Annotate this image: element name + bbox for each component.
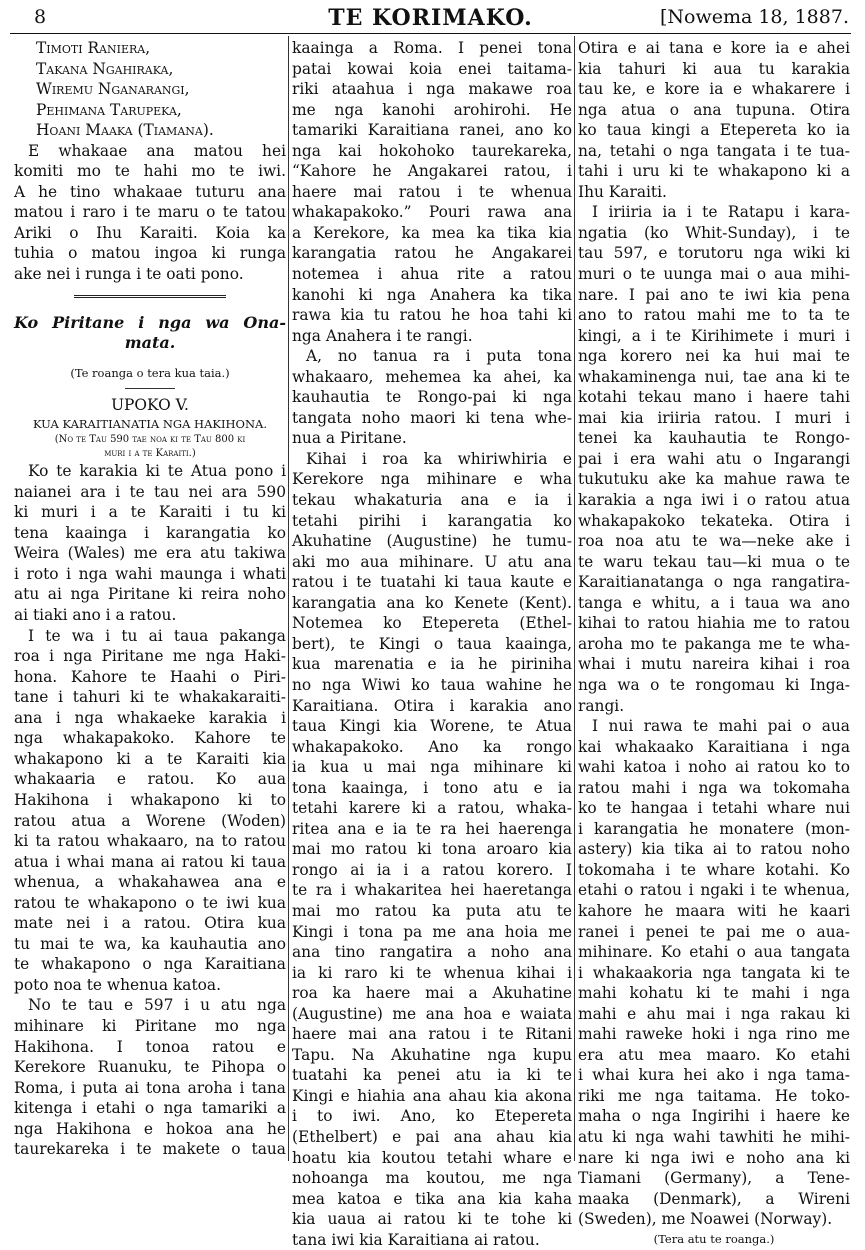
text-line: astery) kia tika ai to ratou noho [578, 840, 850, 859]
text-line: I te wa i tu ai taua pakanga [28, 626, 286, 645]
text-line: naianei ara i te tau nei ara 590 [14, 482, 286, 501]
text-line: kua marenatia e ia he piriniha [292, 655, 572, 674]
text-line: nare ki nga iwi e noho ana ki [578, 1148, 850, 1167]
text-line: Timoti Raniera, [36, 39, 151, 57]
text-line: (Sweden), me Noawei (Norway). [578, 1210, 833, 1229]
text-line: Kerekore nga mihinare e wha [292, 470, 572, 489]
text-line: karangatia ratou he Angakarei [292, 244, 572, 263]
text-line: me nga kanohi arohirohi. He [292, 100, 572, 119]
text-line: kaainga a Roma. I penei tona [292, 39, 572, 57]
text-line: ki muri i a te Karaiti i tu ki [14, 503, 286, 522]
text-line: karakia a nga iwi i o ratou atua [578, 491, 850, 510]
text-line: taurekareka i te makete o taua [14, 1140, 286, 1159]
text-line: i whakaakoria nga tangata ki te [578, 963, 850, 982]
text-line: Tapu. Na Akuhatine nga kupu [292, 1045, 572, 1064]
text-line: KUA KARAITIANATIA NGA HAKIHONA. [32, 417, 267, 432]
text-line: rongo ai ia i a ratou korero. I [292, 860, 572, 879]
text-line: ana i nga whakaeke karakia i [14, 708, 286, 727]
text-line: Hoani Maaka (Tiamana). [36, 121, 214, 140]
text-line: tenei ka kauhautia te Rongo- [578, 429, 850, 448]
text-line: tane i tahuri ki te whakakaraiti- [14, 688, 286, 707]
text-line: patai kowai koia enei taitama- [292, 59, 572, 78]
text-line: mea katoa e tika ana kia kaha [292, 1189, 572, 1208]
text-line: taua Kingi kia Worene, te Atua [292, 717, 572, 736]
text-line: te ra i whakaritea hei haeretanga [292, 881, 572, 900]
text-line: tona kaainga, i tono atu e ia [292, 778, 572, 797]
text-line: Kihai i roa ka whiriwhiria e [306, 449, 572, 468]
text-line: ranei i penei te pai me o aua- [578, 922, 850, 941]
text-line: Notemea ko Etepereta (Ethel- [292, 614, 572, 633]
text-line: (Te roanga o tera kua taia.) [70, 365, 230, 380]
text-line: haere mai ana ratou i te Ritani [292, 1025, 572, 1044]
text-line: ritea ana e ia te ra hei haerenga [292, 819, 572, 838]
text-line: ko te hangaa i tetahi whare nui [578, 799, 850, 818]
text-line: Hakihona. I tonoa ratou e [14, 1037, 286, 1056]
text-line: whakapakoko tekateka. Otira i [578, 511, 850, 530]
text-line: ano to ratou mahi me to ta te [578, 306, 850, 325]
text-line: (No te Tau 590 tae noa ki te Tau 800 ki [54, 434, 246, 446]
text-line: nga korero nei ka hui mai te [578, 347, 850, 366]
text-line: tu mai te wa, ka kauhautia ano [14, 934, 286, 953]
text-line: hona. Kahore te Haahi o Piri- [14, 667, 286, 686]
text-line: No te tau e 597 i u atu nga [28, 996, 286, 1015]
text-line: etahi o ratou i ngaki i te whenua, [578, 881, 850, 900]
text-line: tuatahi ka penei atu ia ki te [292, 1066, 572, 1085]
text-line: Karaitianatanga o nga rangatira- [578, 573, 850, 592]
text-line: ia ki raro ki te whenua kihai i [292, 963, 572, 982]
text-line: kahore he maara witi he kaari [578, 901, 850, 920]
text-line: rangi. [578, 696, 625, 715]
text-line: atu ki nga wahi tawhiti he mihi- [578, 1127, 850, 1146]
text-line: tanga e whitu, a i taua wa ano [578, 593, 850, 612]
text-line: Pehimana Tarupeka, [36, 100, 182, 119]
text-line: ia kua u mai nga mihinare ki [292, 758, 572, 777]
text-line: muri o te uunga mai o aua mihi- [578, 265, 850, 284]
text-line: ana tino rangatira a noho ana [292, 943, 572, 962]
text-line: notemea i ahua rite a ratou [292, 265, 572, 284]
text-line: Otira e ai tana e kore ia e ahei [578, 39, 850, 57]
text-line: mai mo ratou ki tona aroaro kia [292, 840, 572, 859]
article-heading: Ko Piritane i nga wa Ona- [14, 312, 286, 332]
text-line: i whai kura hei ako i nga tama- [578, 1066, 850, 1085]
text-line: Kerekore Ruanuku, te Pihopa o [14, 1058, 286, 1077]
text-line: tamariki Karaitiana ranei, ano ko [292, 121, 572, 140]
text-line: whakapakoko. Ano ka rongo [292, 737, 572, 756]
text-line: A, no tanua ra i puta tona [306, 347, 572, 366]
text-line: tana iwi kia Karaitiana ai ratou. [292, 1230, 540, 1249]
spacer [14, 354, 286, 364]
text-line: a Kerekore, ka mea ka tika kia [292, 223, 572, 242]
text-line: kai whakaako Karaitiana i nga [578, 737, 850, 756]
text-line: tukutuku ake ka mahue rawa te [578, 470, 850, 489]
text-line: kanohi ki nga Anahera ka tika [292, 285, 572, 304]
issue-date: [Nowema 18, 1887. [659, 6, 849, 28]
text-line: bert), te Kingi o taua kaainga, [292, 634, 572, 653]
text-line: aroha mo te pakanga me te wha- [578, 634, 850, 653]
text-line: ratou i te tuatahi ki taua kaute e [292, 573, 572, 592]
text-line: i roto i nga wahi maunga i whati [14, 564, 286, 583]
text-line: no nga Wiwi ko taua wahine he [292, 675, 572, 694]
text-line: kihai to ratou hiahia me to ratou [578, 614, 850, 633]
text-line: kauhautia te Rongo-pai ki nga [292, 388, 572, 407]
section-rule [125, 388, 175, 389]
column-2 [292, 38, 572, 1249]
column-divider [288, 36, 289, 1161]
text-line: roa noa atu te wa—neke ake i [578, 532, 850, 551]
text-line: nga atua o ana tupuna. Otira [578, 100, 850, 119]
text-line: Weira (Wales) me era atu takiwa [14, 544, 286, 563]
text-line: maha o nga Ingirihi i haere ke [578, 1107, 850, 1126]
text-line: poto noa te whenua katoa. [14, 975, 221, 994]
text-line: karangatia ana ko Kenete (Kent). [292, 593, 572, 612]
text-line: (Tera atu te roanga.) [653, 1231, 775, 1246]
text-line: Ariki o Ihu Karaiti. Koia ka [14, 223, 286, 242]
header-rule [10, 33, 851, 34]
text-line: na, tetahi o nga tangata i te tua- [578, 141, 850, 160]
text-line: whakaaro, mehemea ka ahei, ka [292, 367, 572, 386]
text-line: Ihu Karaiti. [578, 182, 667, 201]
text-line: mihinare ki Piritane mo nga [14, 1016, 286, 1035]
text-line: era atu mea maaro. Ko etahi [578, 1045, 850, 1064]
text-line: mahi kohatu ki te mahi i nga [578, 984, 850, 1003]
text-line: rawa kia tu ratou he hoa tahi ki [292, 306, 572, 325]
text-line: Wiremu Nganarangi, [36, 80, 190, 99]
text-line: riki ataahua i nga makawe roa [292, 80, 572, 99]
text-line: aki mo aua mihinare. U atu ana [292, 552, 572, 571]
text-line: pai i era wahi atu o Ingarangi [578, 449, 850, 468]
page-header [10, 4, 851, 32]
text-line: mahi raweke hoki i nga rino me [578, 1025, 850, 1044]
text-line: ngatia (ko Whit-Sunday), i te [578, 223, 850, 242]
text-line: wahi katoa i noho ai ratou ko to [578, 758, 850, 777]
text-line: riki me nga taitama. He toko- [578, 1086, 850, 1105]
text-line: roa ka haere mai a Akuhatine [292, 984, 572, 1003]
text-line: kingi, a i te Kirihimete i muri i [578, 326, 850, 345]
text-line: I nui rawa te mahi pai o aua [592, 717, 850, 736]
text-line: tetahi karere ki a ratou, whaka- [292, 799, 572, 818]
text-line: ake nei i runga i te oati pono. [14, 265, 244, 284]
column-3 [578, 38, 850, 1246]
text-line: Akuhatine (Augustine) he tumu- [292, 532, 572, 551]
text-line: ratou te whakapono o te iwi kua [14, 893, 286, 912]
text-line: roa i nga Piritane me nga Haki- [14, 647, 286, 666]
text-line: (Ethelbert) e pai ana ahau kia [292, 1127, 572, 1146]
text-line: nga kai hokohoko taurekareka, [292, 141, 572, 160]
text-line: atu ai nga Piritane ki reira noho [14, 585, 286, 604]
text-line: whakapono ki a te Karaiti kia [14, 749, 286, 768]
text-line: ko taua kingi a Etepereta ko ia [578, 121, 850, 140]
text-line: tokomaha i te whare kotahi. Ko [578, 860, 850, 879]
text-line: nga whakapakoko. Kahore te [14, 729, 286, 748]
section-rule [74, 295, 226, 301]
text-line: ai tiaki ano i a ratou. [14, 606, 177, 625]
text-line: UPOKO V. [111, 395, 189, 414]
text-line: I iriiria ia i te Ratapu i kara- [592, 203, 850, 222]
text-line: nga wa o te rongomau ki Inga- [578, 675, 850, 694]
text-line: kitenga i etahi o nga tamariki a [14, 1099, 286, 1118]
text-line: nare. I pai ano te iwi kia pena [578, 285, 850, 304]
text-line: nua a Piritane. [292, 429, 407, 448]
text-line: tekau whakaturia ana e ia i [292, 491, 572, 510]
text-line: haere mai ratou i te whenua [292, 182, 572, 201]
text-line: E whakaae ana matou hei [28, 141, 286, 160]
text-line: te whakapono o nga Karaitiana [14, 955, 286, 974]
text-line: mahi e ahu mai i nga rakau ki [578, 1004, 850, 1023]
text-line: Ko te karakia ki te Atua pono i [28, 462, 286, 481]
text-line: whakaaria e ratou. Ko aua [14, 770, 286, 789]
masthead-title: TE KORIMAKO. [328, 5, 533, 31]
text-line: matou i raro i te maru o te tatou [14, 203, 286, 222]
text-line: kia tahuri ki aua tu karakia [578, 59, 850, 78]
text-line: whakapakoko.” Pouri rawa ana [292, 203, 572, 222]
text-line: tena kaainga i karangatia ko [14, 523, 286, 542]
text-line: nga Anahera i te rangi. [292, 326, 473, 345]
text-line: nga Hakihona e hokoa ana he [14, 1119, 286, 1138]
text-line: Kingi i tona pa me ana hoia me [292, 922, 572, 941]
text-line: tangata noho maori ki tena whe- [292, 408, 572, 427]
text-line: Hakihona i whakapono ki to [14, 790, 286, 809]
text-line: mai kia iriiria ratou. I muri i [578, 408, 850, 427]
text-line: Roma, i puta ai tona aroha i tana [14, 1078, 286, 1097]
text-line: whakaminenga nui, tae ana ki te [578, 367, 850, 386]
text-line: tau 597, e torutoru nga wiki ki [578, 244, 850, 263]
text-line: ratou atua a Worene (Woden) [14, 811, 286, 830]
text-line: i karangatia he monatere (mon- [578, 819, 850, 838]
text-line: whenua, a whakahawea ana e [14, 873, 286, 892]
text-line: i to iwi. Ano, ko Etepereta [292, 1107, 572, 1126]
text-line: muri i a te Karaiti.) [104, 448, 196, 460]
text-line: kia uaua ai ratou ki te tohe ki [292, 1210, 572, 1229]
text-line: maaka (Denmark), a Wireni [578, 1189, 850, 1208]
text-line: ratou mahi i nga wa tokomaha [578, 778, 850, 797]
text-line: (Augustine) me ana hoa e waiata [292, 1004, 572, 1023]
article-heading: mata. [124, 333, 176, 353]
text-line: tetahi pirihi i karangatia ko [292, 511, 572, 530]
text-line: Takana Ngahiraka, [36, 59, 174, 78]
text-line: ki ta ratou whakaaro, na to ratou [14, 832, 286, 851]
text-line: “Kahore he Angakarei ratou, i [292, 162, 572, 181]
text-line: Kingi e hiahia ana ahau kia akona [292, 1086, 572, 1105]
page-number: 8 [34, 6, 47, 28]
text-line: mai mo ratou ka puta atu te [292, 901, 572, 920]
text-line: hoatu kia koutou tetahi whare e [292, 1148, 572, 1167]
text-line: nohoanga ma koutou, me nga [292, 1169, 572, 1188]
text-line: tuhia o matou ingoa ki runga [14, 244, 286, 263]
text-line: whai i mutu nareira kihai i roa [578, 655, 850, 674]
column-divider [574, 36, 575, 1161]
text-line: tahi i uru ki te whakapono ki a [578, 162, 850, 181]
text-line: atua i whai mana ai ratou ki taua [14, 852, 286, 871]
text-line: A he tino whakaae tuturu ana [14, 182, 286, 201]
text-line: mate nei i a ratou. Otira kua [14, 914, 286, 933]
column-1 [14, 38, 286, 1161]
text-line: kotahi tekau mano i haere tahi [578, 388, 850, 407]
text-line: mihinare. Ko etahi o aua tangata [578, 943, 850, 962]
text-line: tau ke, e kore ia e whakarere i [578, 80, 850, 99]
text-line: Tiamani (Germany), a Tene- [578, 1169, 850, 1188]
text-line: komiti mo te hahi mo te iwi. [14, 162, 286, 181]
text-line: Karaitiana. Otira i karakia ano [292, 696, 572, 715]
text-line: te waru tekau tau—ki mua o te [578, 552, 850, 571]
